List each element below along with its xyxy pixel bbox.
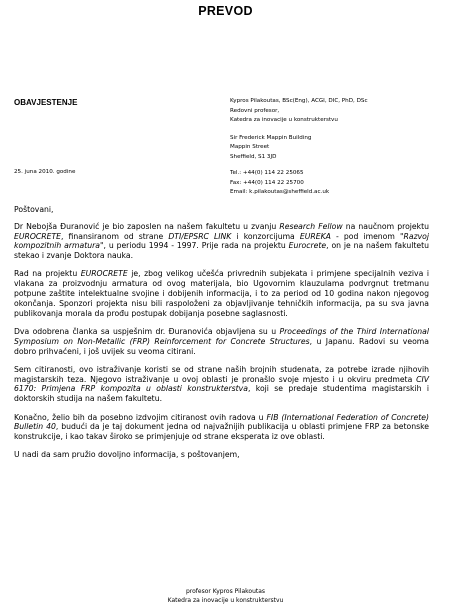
contact-block (230, 169, 329, 198)
closing-line: U nadi da sam pružio dovoljno informacija, s poštovanjem, (14, 450, 240, 460)
sender-block (230, 97, 445, 163)
paragraph-3: Dva odobrena članka sa uspješnim dr. Đuranovića objavljena su u Proceedings of the Third International Symposium on Non-Metallic (FRP) Reinforcement for Concrete Structures, u Japanu. Radovi su veoma dobro prihvaćeni, i još uvijek su veoma citirani. (14, 326, 430, 356)
document-title: PREVOD (198, 4, 253, 18)
contact-tel: Tel.: +44(0) 114 22 25065 (230, 170, 304, 176)
paragraph-5: Konačno, želio bih da posebno izdvojim citiranost ovih radova u FIB (International Federation of Concrete) Bulletin 40, budući da je taj dokument jedna od najvažnijih publikacija u oblasti primjene FRP za betonske konstrukcije, i kao takav široko se primjenjuje od strane eksperata iz ove oblasti. (14, 412, 429, 442)
signature-department: Katedra za inovacije u konstrukterstvu (167, 597, 284, 605)
letter-date: 25. juna 2010. godine (14, 169, 76, 175)
signature-name: profesor Kypros Pilakoutas (185, 588, 266, 595)
contact-fax: Fax: +44(0) 114 22 25700 (230, 179, 304, 186)
salutation: Poštovani, (14, 205, 54, 214)
sender-street: Mappin Street (230, 144, 270, 151)
paragraph-2: Rad na projektu EUROCRETE je, zbog velikog učešća privrednih subjekata i primjene specijalnih veziva i vlakana za proizvodnju armatura od ovog materijala, bio Ugovornim klauzulama podvrgnut tretmanu potpune zaštite intelektualne svojine i dobijenih informacija, i to za period od 10 godina nakon njegovog okončanja. Sponzori projekta nisu bili raspoloženi za objavljivanje tehničkih informacija, pa su sva javna publikovanja morala da prođu postupak dobijanja posebne saglasnosti. (14, 269, 429, 318)
signature-block (0, 587, 451, 606)
paragraph-4: Sem citiranosti, ovo istraživanje koristi se od strane naših brojnih studenata, za potrebe izrade njihovih magistarskih teza. Njegovo istraživanje u ovoj oblasti je pronašlo svoje mjesto i u okviru predmeta CIV 6170: Primjena FRP kompozita u oblasti konstrukterstva, koji se predaje studentima magistarskih i doktorskih studija na našem fakultetu. (14, 364, 429, 404)
document-heading: OBAVJESTENJE (14, 98, 78, 107)
letter-body (14, 205, 429, 469)
sender-department: Katedra za inovacije u konstrukterstvu (230, 117, 338, 124)
sender-city: Sheffield, S1 3JD (230, 153, 277, 160)
contact-email: Email: k.pilakoutas@sheffield.ac.uk (230, 189, 330, 196)
sender-building: Sir Frederick Mappin Building (230, 134, 312, 141)
paragraph-1: Dr Nebojša Đuranović je bio zaposlen na našem fakultetu u zvanju Research Fellow na naučnom projektu EUROCRETE, finansiranom od strane DTI/EPSRC LINK i konzorcijuma EUREKA - pod imenom "Razvoj kompozitnih armatura", u periodu 1994 - 1997. Prije rada na projektu Eurocrete, on je na našem fakultetu stekao i zvanje Doktora nauka. (14, 221, 429, 261)
sender-role: Redovni profesor, (230, 107, 280, 114)
sender-name: Kypros Pilakoutas, BSc(Eng), ACGI, DIC, PhD, DSc (230, 98, 368, 104)
